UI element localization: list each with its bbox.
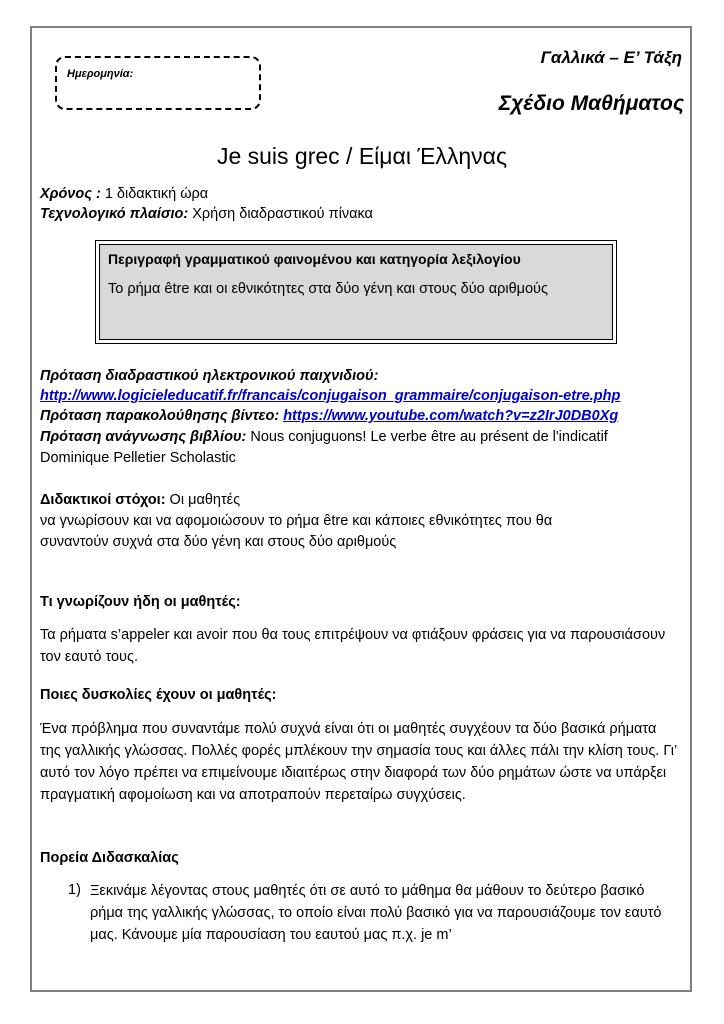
goals-row [40,490,240,510]
tech-label: Τεχνολογικό πλαίσιο: [40,206,189,222]
lesson-title: Je suis grec / Είμαι Έλληνας [216,143,508,169]
difficulties-heading: Ποιες δυσκολίες έχουν οι μαθητές: [40,687,277,703]
goals-label: Διδακτικοί στόχοι: [40,492,166,508]
book-author: Dominique Pelletier Scholastic [40,450,236,466]
time-value: 1 διδακτική ώρα [100,186,209,202]
prior-knowledge-heading: Τι γνωρίζουν ήδη οι μαθητές: [40,594,241,610]
date-label: Ημερομηνία: [67,68,134,80]
video-link[interactable]: https://www.youtube.com/watch?v=z2IrJ0DB0Xg [283,408,619,424]
book-row [40,427,608,447]
game-label-row [40,366,378,386]
description-title: Περιγραφή γραμματικού φαινομένου και κατηγορία λεξιλογίου [108,251,521,267]
description-text: Το ρήμα être και οι εθνικότητες στα δύο γένη και στους δύο αριθμούς [108,281,548,297]
difficulties-text: Ένα πρόβλημα που συναντάμε πολύ συχνά είναι ότι οι μαθητές συγχέουν τα δύο βασικά ρήματα της γαλλικής γλώσσας. Πολλές φορές μπλέκουν την σημασία τους και άλλες πάλι την κλίση τους. Γι’ αυτό τον λόγο πρέπει να επιμείνουμε ιδιαιτέρως στην διαφορά των δύο ρημάτων ώστε να υπάρξει πραγματική αφομοίωση και να αποτραπούν περεταίρω συγχύσεις. [40,721,677,803]
book-author-row [40,448,236,468]
procedure-heading: Πορεία Διδασκαλίας [40,850,179,866]
tech-value: Χρήση διαδραστικού πίνακα [188,206,373,222]
goals-lead: Οι μαθητές [165,492,241,508]
game-link[interactable]: http://www.logicieleducatif.fr/francais/conjugaison_grammaire/conjugaison-etre.php [40,388,621,404]
time-label: Χρόνος : [40,186,101,202]
subject-heading: Γαλλικά – Ε’ Τάξη [540,48,682,67]
prior-knowledge-text: Τα ρήματα s’appeler και avoir που θα τους επιτρέψουν να φτιάξουν φράσεις για να παρουσιάσουν τον εαυτό τους. [40,627,666,665]
procedure-item-text: Ξεκινάμε λέγοντας στους μαθητές ότι σε αυτό το μάθημα θα μάθουν το δεύτερο βασικό ρήμα της γαλλικής γλώσσας, το οποίο είναι πολύ βασικό για να παρουσιάζουμε τον εαυτό μας. Κάνουμε μία παρουσίαση του εαυτού μας π.χ. je m’ [90,883,662,943]
description-box-inner [99,244,613,340]
goals-line-1: να γνωρίσουν και να αφομοιώσουν το ρήμα être και κάποιες εθνικότητες που θα [40,513,553,529]
video-label: Πρόταση παρακολούθησης βίντεο: [40,408,280,424]
date-box [55,56,261,110]
goals-line-2: συναντούν συχνά στα δύο γένη και στους δύο αριθμούς [40,534,397,550]
tech-row [40,204,373,224]
procedure-item-number: 1) [68,882,81,898]
game-link-row [40,386,620,406]
game-label: Πρόταση διαδραστικού ηλεκτρονικού παιχνιδιού: [40,368,379,384]
time-row [40,184,208,204]
lesson-plan-heading: Σχέδιο Μαθήματος [498,92,684,115]
video-row [40,406,618,426]
book-title: Nous conjuguons! Le verbe être au présent de l'indicatif [246,429,608,445]
book-label: Πρόταση ανάγνωσης βιβλίου: [40,429,247,445]
description-box [95,240,617,344]
